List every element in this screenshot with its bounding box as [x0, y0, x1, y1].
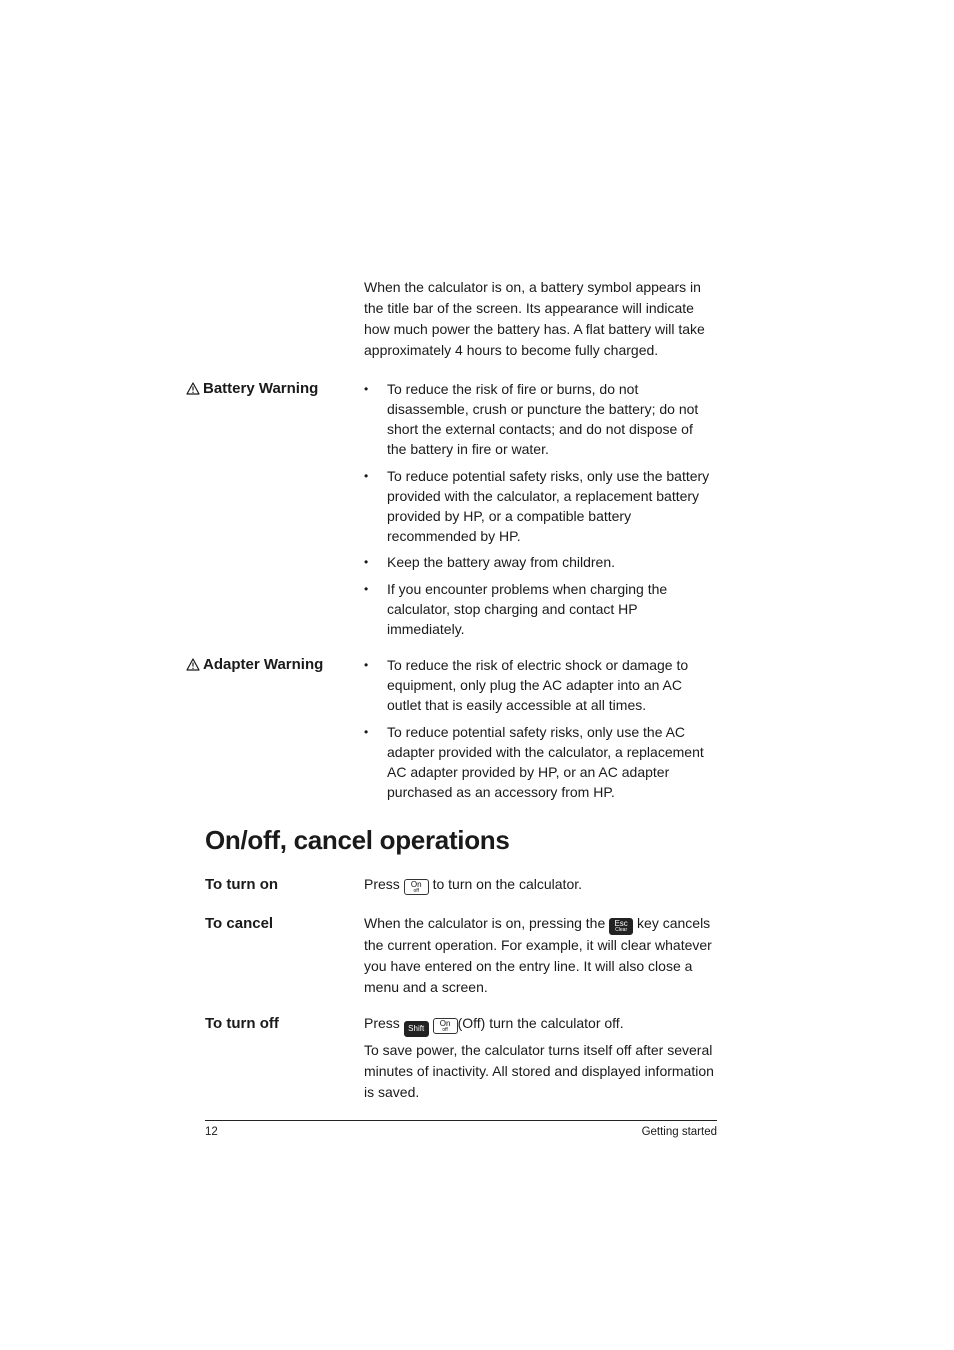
warning-triangle-icon [186, 656, 200, 677]
adapter-warning-list [364, 655, 716, 808]
warning-triangle-icon [186, 380, 200, 401]
cancel-after: key cancels the current operation. For example, it will clear whatever you have entered on the entry line. It will also close a menu and a screen. [364, 915, 712, 995]
list-item: • If you encounter problems when charging the calculator, stop charging and contact HP immediately. [364, 579, 716, 639]
footer-rule [205, 1120, 717, 1121]
cancel-before: When the calculator is on, pressing the [364, 915, 606, 931]
turn-off-text [364, 1013, 718, 1037]
section-title: On/off, cancel operations [205, 825, 510, 855]
turn-off-after: (Off) turn the calculator off. [457, 1015, 624, 1031]
list-item: • To reduce the risk of fire or burns, do not disassemble, crush or puncture the battery; do not short the external contacts; and do not dispose of the battery in fire or water. [364, 379, 716, 459]
page-number: 12 [205, 1126, 218, 1138]
list-item: • To reduce potential safety risks, only use the battery provided with the calculator, a replacement battery provided by HP, or a compatible battery recommended by HP. [364, 466, 716, 546]
battery-warning-heading [186, 378, 356, 401]
turn-off-before: Press [364, 1015, 400, 1031]
turn-on-heading: To turn on [205, 876, 279, 893]
adapter-warning-label: Adapter Warning [203, 656, 324, 673]
list-item: • To reduce the risk of electric shock or damage to equipment, only plug the AC adapter into an AC outlet that is easily accessible at all times. [364, 655, 716, 715]
on-off-key-icon: On off [433, 1018, 458, 1034]
battery-warning-list [364, 379, 716, 645]
intro-paragraph: When the calculator is on, a battery symbol appears in the title bar of the screen. Its appearance will indicate how much power the battery has. A flat battery will take approximately 4 hours to become fully charged. [364, 279, 705, 358]
turn-on-after: to turn on the calculator. [432, 876, 583, 892]
cancel-text [364, 913, 718, 998]
on-off-key-icon: On off [404, 879, 429, 895]
turn-on-text [364, 874, 718, 895]
list-item: • To reduce potential safety risks, only use the AC adapter provided with the calculator, a replacement AC adapter provided by HP, or an AC adapter purchased as an accessory from HP. [364, 722, 716, 802]
battery-warning-label: Battery Warning [203, 380, 319, 397]
turn-off-heading: To turn off [205, 1015, 279, 1032]
chapter-title: Getting started [641, 1126, 717, 1138]
shift-key-icon: Shift [404, 1021, 429, 1037]
turn-on-before: Press [364, 876, 400, 892]
auto-off-note: To save power, the calculator turns itself off after several minutes of inactivity. All stored and displayed information is saved. [364, 1042, 714, 1100]
esc-clear-key-icon: Esc Clear [609, 918, 633, 935]
list-item: • Keep the battery away from children. [364, 552, 716, 572]
cancel-heading: To cancel [205, 915, 274, 932]
adapter-warning-heading [186, 654, 356, 677]
